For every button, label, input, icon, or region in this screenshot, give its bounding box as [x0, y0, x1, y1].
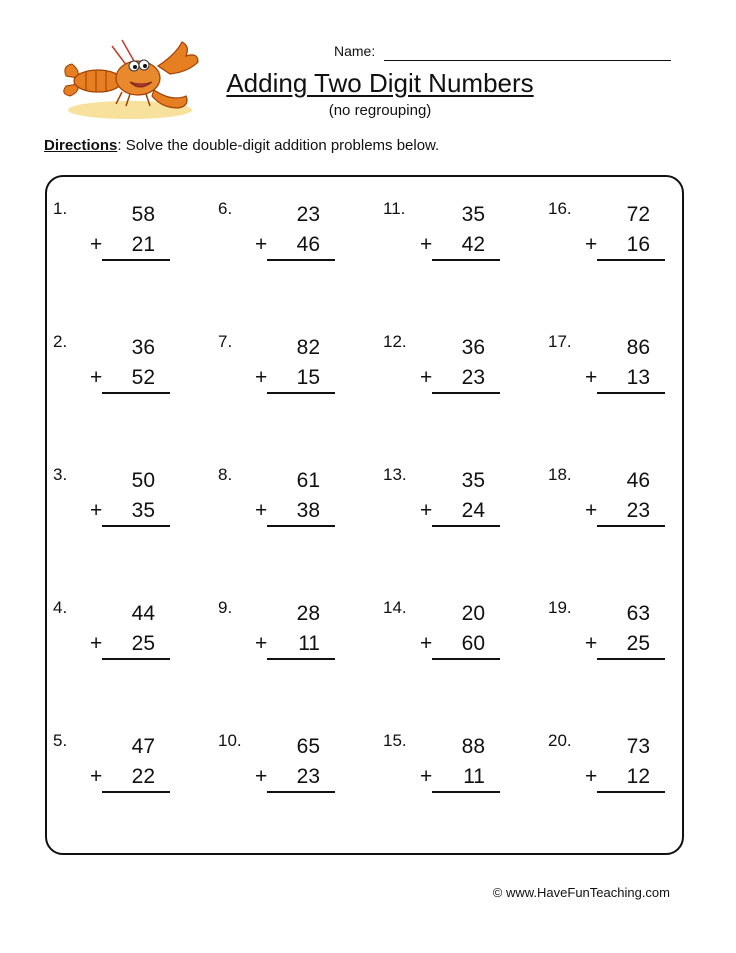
bottom-addend: 23: [461, 366, 485, 389]
plus-sign: +: [420, 366, 433, 389]
bottom-addend: 13: [626, 366, 650, 389]
bottom-addend: 42: [461, 233, 485, 256]
problem-number: 9.: [218, 598, 233, 617]
top-addend: 63: [626, 602, 650, 625]
plus-sign: +: [90, 632, 103, 655]
problem-number: 2.: [53, 332, 68, 351]
bottom-addend: 25: [626, 632, 650, 655]
problem-number: 14.: [383, 598, 407, 617]
problem-number: 19.: [548, 598, 572, 617]
answer-line[interactable]: [432, 525, 500, 527]
addition-problem: [383, 199, 543, 289]
bottom-addend: 46: [296, 233, 320, 256]
addition-problem: [218, 731, 378, 821]
problem-number: 20.: [548, 731, 572, 750]
top-addend: 86: [626, 336, 650, 359]
plus-sign: +: [420, 765, 433, 788]
problem-number: 11.: [383, 199, 406, 218]
problem-number: 4.: [53, 598, 68, 617]
answer-line[interactable]: [432, 658, 500, 660]
bottom-addend: 11: [463, 765, 485, 788]
directions: [44, 137, 439, 154]
addition-problem: [548, 598, 708, 688]
problem-number: 3.: [53, 465, 68, 484]
addition-problem: [383, 598, 543, 688]
answer-line[interactable]: [267, 259, 335, 261]
answer-line[interactable]: [102, 791, 170, 793]
addition-problem: [548, 731, 708, 821]
bottom-addend: 24: [461, 499, 485, 522]
top-addend: 35: [461, 469, 485, 492]
top-addend: 44: [131, 602, 155, 625]
addition-problem: [548, 199, 708, 289]
problem-number: 18.: [548, 465, 572, 484]
answer-line[interactable]: [267, 525, 335, 527]
plus-sign: +: [255, 632, 268, 655]
answer-line[interactable]: [102, 525, 170, 527]
top-addend: 73: [626, 735, 650, 758]
bottom-addend: 11: [298, 632, 320, 655]
addition-problem: [218, 465, 378, 555]
plus-sign: +: [585, 632, 598, 655]
plus-sign: +: [255, 366, 268, 389]
bottom-addend: 22: [131, 765, 155, 788]
answer-line[interactable]: [597, 658, 665, 660]
problem-number: 6.: [218, 199, 233, 218]
bottom-addend: 23: [296, 765, 320, 788]
bottom-addend: 52: [131, 366, 155, 389]
answer-line[interactable]: [597, 525, 665, 527]
top-addend: 28: [296, 602, 320, 625]
directions-text: : Solve the double-digit addition problems below.: [117, 137, 440, 154]
top-addend: 36: [131, 336, 155, 359]
bottom-addend: 38: [296, 499, 320, 522]
problem-number: 17.: [548, 332, 572, 351]
answer-line[interactable]: [432, 259, 500, 261]
top-addend: 88: [461, 735, 485, 758]
addition-problem: [53, 598, 213, 688]
bottom-addend: 35: [131, 499, 155, 522]
name-field[interactable]: [384, 60, 671, 61]
addition-problem: [53, 731, 213, 821]
problem-board: [45, 175, 684, 855]
addition-problem: [53, 332, 213, 422]
answer-line[interactable]: [102, 259, 170, 261]
plus-sign: +: [90, 765, 103, 788]
addition-problem: [383, 731, 543, 821]
top-addend: 61: [296, 469, 320, 492]
plus-sign: +: [255, 765, 268, 788]
top-addend: 20: [461, 602, 485, 625]
plus-sign: +: [90, 233, 103, 256]
addition-problem: [548, 465, 708, 555]
bottom-addend: 12: [626, 765, 650, 788]
problem-grid: [47, 177, 682, 853]
answer-line[interactable]: [267, 658, 335, 660]
problem-number: 15.: [383, 731, 407, 750]
top-addend: 35: [461, 203, 485, 226]
top-addend: 65: [296, 735, 320, 758]
bottom-addend: 60: [461, 632, 485, 655]
top-addend: 47: [131, 735, 155, 758]
plus-sign: +: [585, 499, 598, 522]
problem-number: 10.: [218, 731, 242, 750]
top-addend: 46: [626, 469, 650, 492]
addition-problem: [218, 598, 378, 688]
addition-problem: [218, 199, 378, 289]
problem-number: 5.: [53, 731, 68, 750]
plus-sign: +: [420, 632, 433, 655]
bottom-addend: 23: [626, 499, 650, 522]
worksheet-title: Adding Two Digit Numbers: [226, 68, 534, 98]
answer-line[interactable]: [102, 392, 170, 394]
top-addend: 58: [131, 203, 155, 226]
top-addend: 23: [296, 203, 320, 226]
answer-line[interactable]: [432, 791, 500, 793]
addition-problem: [218, 332, 378, 422]
problem-number: 1.: [53, 199, 68, 218]
plus-sign: +: [255, 499, 268, 522]
top-addend: 72: [626, 203, 650, 226]
problem-number: 7.: [218, 332, 233, 351]
addition-problem: [383, 465, 543, 555]
worksheet-subtitle: (no regrouping): [328, 102, 432, 119]
top-addend: 82: [296, 336, 320, 359]
problem-number: 12.: [383, 332, 407, 351]
addition-problem: [548, 332, 708, 422]
answer-line[interactable]: [267, 791, 335, 793]
directions-label: Directions: [44, 137, 118, 154]
answer-line[interactable]: [597, 259, 665, 261]
addition-problem: [53, 199, 213, 289]
answer-line[interactable]: [432, 392, 500, 394]
problem-number: 8.: [218, 465, 233, 484]
problem-number: 13.: [383, 465, 407, 484]
bottom-addend: 21: [131, 233, 155, 256]
answer-line[interactable]: [102, 658, 170, 660]
plus-sign: +: [420, 233, 433, 256]
plus-sign: +: [420, 499, 433, 522]
plus-sign: +: [90, 366, 103, 389]
name-label: Name:: [334, 43, 376, 59]
copyright-footer: © www.HaveFunTeaching.com: [492, 885, 670, 900]
answer-line[interactable]: [597, 392, 665, 394]
top-addend: 36: [461, 336, 485, 359]
plus-sign: +: [255, 233, 268, 256]
plus-sign: +: [585, 233, 598, 256]
bottom-addend: 15: [296, 366, 320, 389]
bottom-addend: 16: [626, 233, 650, 256]
top-addend: 50: [131, 469, 155, 492]
bottom-addend: 25: [131, 632, 155, 655]
plus-sign: +: [90, 499, 103, 522]
answer-line[interactable]: [597, 791, 665, 793]
problem-number: 16.: [548, 199, 572, 218]
addition-problem: [383, 332, 543, 422]
addition-problem: [53, 465, 213, 555]
answer-line[interactable]: [267, 392, 335, 394]
plus-sign: +: [585, 765, 598, 788]
plus-sign: +: [585, 366, 598, 389]
